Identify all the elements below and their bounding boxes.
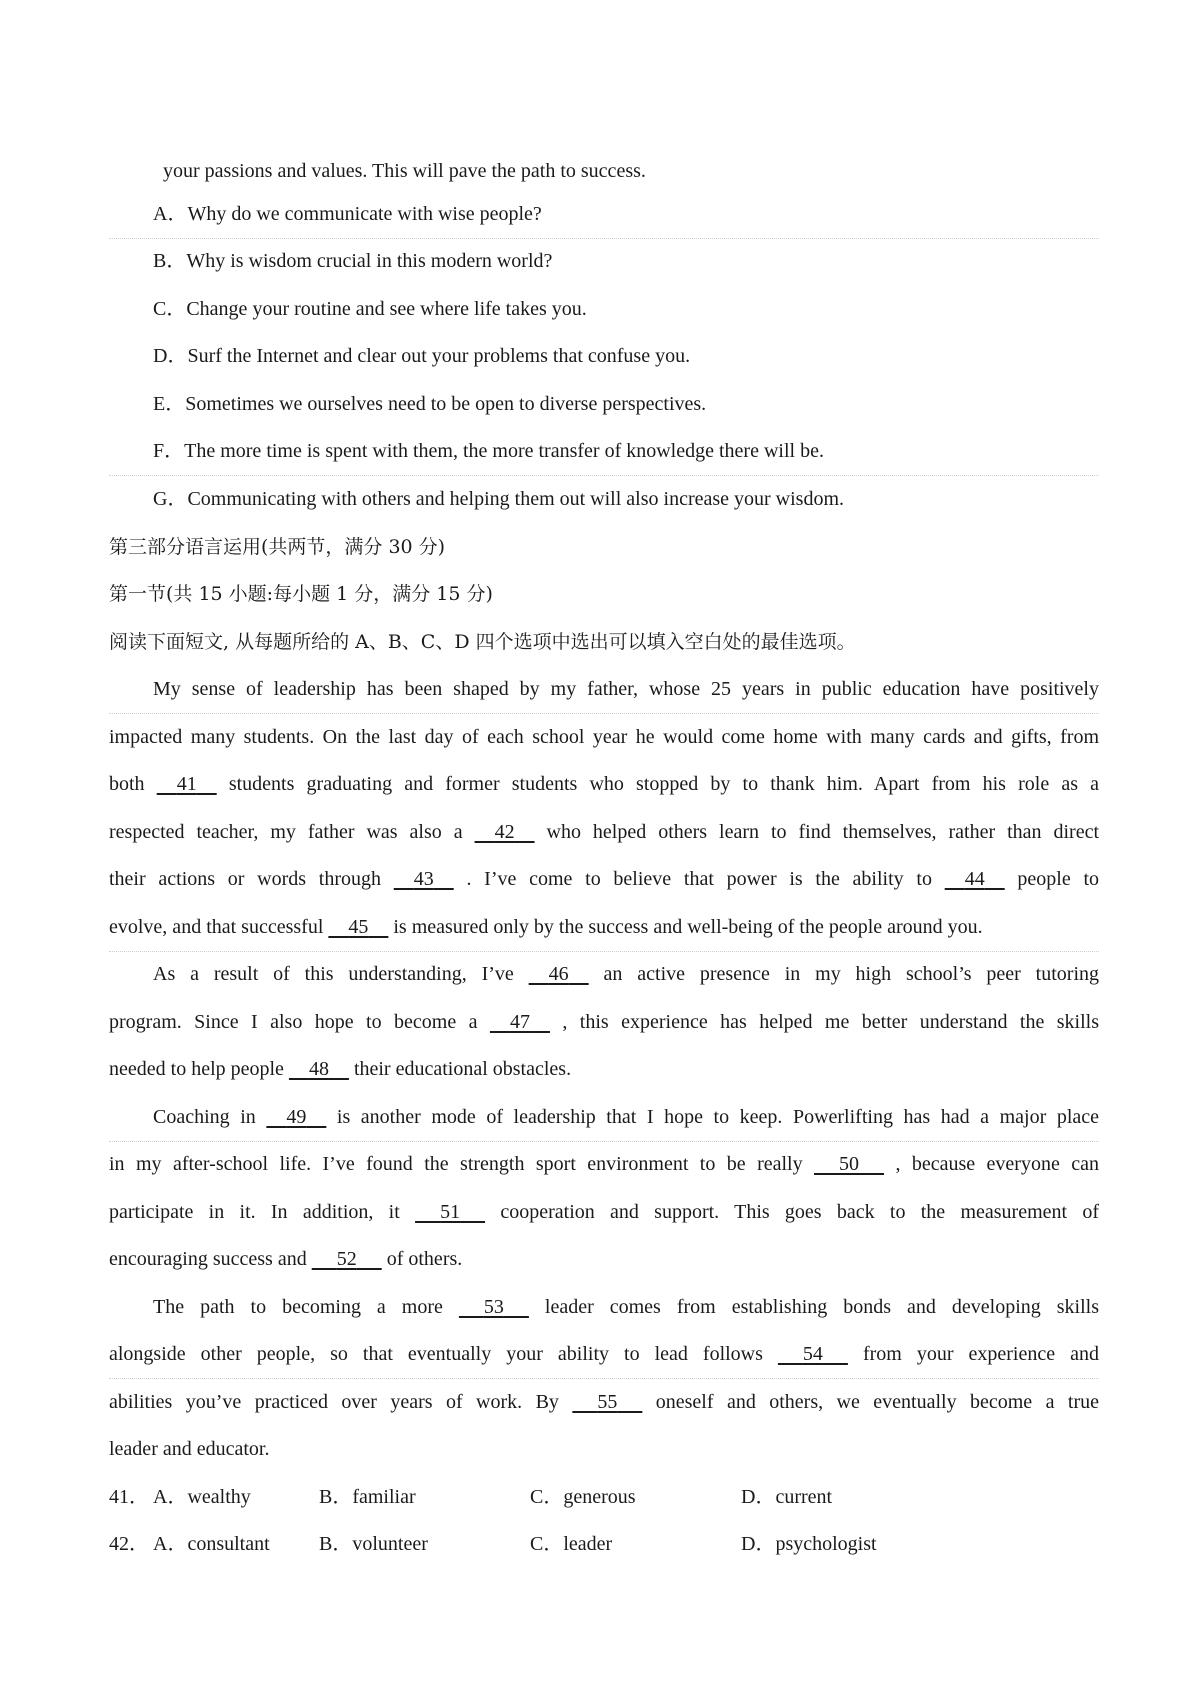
option-c <box>109 295 1099 323</box>
passage-line: Coaching in 49 is another mode of leadership that I hope to keep. Powerlifting has had a major place <box>109 1103 1099 1131</box>
passage-line: respected teacher, my father was also a 42 who helped others learn to find themselves, rather than direct <box>109 818 1099 846</box>
choice-a[interactable]: A．consultant <box>153 1533 270 1555</box>
option-text: Why do we communicate with wise people? <box>187 203 542 225</box>
choice-b[interactable]: B．volunteer <box>319 1533 428 1555</box>
option-b <box>109 247 1099 275</box>
divider <box>109 1141 1099 1142</box>
option-letter: C． <box>153 298 187 320</box>
divider <box>109 951 1099 952</box>
option-letter: D． <box>153 345 188 367</box>
passage-line: encouraging success and 52 of others. <box>109 1245 1099 1273</box>
option-a <box>109 200 1099 228</box>
choice-d[interactable]: D．psychologist <box>741 1533 877 1555</box>
options-tail-text: your passions and values. This will pave the path to success. <box>163 160 646 182</box>
option-text: Change your routine and see where life takes you. <box>186 298 587 320</box>
question-number: 42． <box>109 1533 149 1555</box>
passage-line: alongside other people, so that eventually your ability to lead follows 54 from your experience and <box>109 1340 1099 1368</box>
passage-line: impacted many students. On the last day of each school year he would come home with many cards and gifts, from <box>109 726 1099 748</box>
passage-line: needed to help people 48 their educational obstacles. <box>109 1055 1099 1083</box>
divider <box>109 713 1099 714</box>
passage-line: in my after-school life. I’ve found the strength sport environment to be really 50 , because everyone can <box>109 1150 1099 1178</box>
option-text: Why is wisdom crucial in this modern world? <box>186 250 553 272</box>
choice-a[interactable]: A．wealthy <box>153 1486 251 1508</box>
question-number: 41． <box>109 1486 149 1508</box>
option-d <box>109 342 1099 370</box>
blank-46[interactable]: 46 <box>548 963 569 985</box>
option-text: Sometimes we ourselves need to be open to diverse perspectives. <box>185 393 707 415</box>
divider <box>109 1378 1099 1379</box>
option-text: The more time is spent with them, the more transfer of knowledge there will be. <box>184 440 824 462</box>
option-letter: B． <box>153 250 187 272</box>
blank-42[interactable]: 42 <box>494 821 515 843</box>
option-letter: E． <box>153 393 186 415</box>
blank-41[interactable]: 41 <box>176 773 197 795</box>
passage-line: My sense of leadership has been shaped by my father, whose 25 years in public education have positively <box>153 678 1099 700</box>
option-letter: G． <box>153 488 188 510</box>
blank-55[interactable]: 55 <box>597 1391 618 1413</box>
divider <box>109 238 1099 239</box>
passage-line: leader and educator. <box>109 1438 270 1460</box>
option-letter: F． <box>153 440 185 462</box>
passage-line: The path to becoming a more 53 leader comes from establishing bonds and developing skills <box>109 1293 1099 1321</box>
choice-c[interactable]: C．generous <box>530 1486 636 1508</box>
option-e <box>109 390 1099 418</box>
choice-c[interactable]: C．leader <box>530 1533 613 1555</box>
option-f <box>109 437 1099 465</box>
option-text: Surf the Internet and clear out your problems that confuse you. <box>187 345 691 367</box>
passage-line: their actions or words through 43 . I’ve come to believe that power is the ability to 44 people to <box>109 865 1099 893</box>
blank-47[interactable]: 47 <box>509 1011 530 1033</box>
section-title: 第三部分语言运用(共两节，满分 30 分) <box>109 536 446 558</box>
blank-44[interactable]: 44 <box>964 868 985 890</box>
passage-line: both 41 students graduating and former students who stopped by to thank him. Apart from his role as a <box>109 770 1099 798</box>
option-g <box>109 485 1099 513</box>
passage-line: evolve, and that successful 45 is measured only by the success and well-being of the people around you. <box>109 913 1099 941</box>
instruction-text: 阅读下面短文, 从每题所给的 A、B、C、D 四个选项中选出可以填入空白处的最佳选项。 <box>109 631 856 653</box>
option-letter: A． <box>153 203 188 225</box>
divider <box>109 475 1099 476</box>
passage-line: As a result of this understanding, I’ve 46 an active presence in my high school’s peer tutoring <box>109 960 1099 988</box>
choice-b[interactable]: B．familiar <box>319 1486 416 1508</box>
option-text: Communicating with others and helping them out will also increase your wisdom. <box>187 488 845 510</box>
blank-45[interactable]: 45 <box>348 916 369 938</box>
passage-line: abilities you’ve practiced over years of work. By 55 oneself and others, we eventually become a true <box>109 1388 1099 1416</box>
passage-line: program. Since I also hope to become a 47 , this experience has helped me better understand the skills <box>109 1008 1099 1036</box>
blank-54[interactable]: 54 <box>802 1343 823 1365</box>
blank-50[interactable]: 50 <box>839 1153 860 1175</box>
passage-line: participate in it. In addition, it 51 cooperation and support. This goes back to the measurement of <box>109 1198 1099 1226</box>
blank-48[interactable]: 48 <box>308 1058 329 1080</box>
subsection-title: 第一节(共 15 小题:每小题 1 分，满分 15 分) <box>109 583 493 605</box>
blank-53[interactable]: 53 <box>483 1296 504 1318</box>
blank-49[interactable]: 49 <box>286 1106 307 1128</box>
blank-52[interactable]: 52 <box>336 1248 357 1270</box>
choice-d[interactable]: D．current <box>741 1486 833 1508</box>
blank-43[interactable]: 43 <box>413 868 434 890</box>
blank-51[interactable]: 51 <box>440 1201 461 1223</box>
